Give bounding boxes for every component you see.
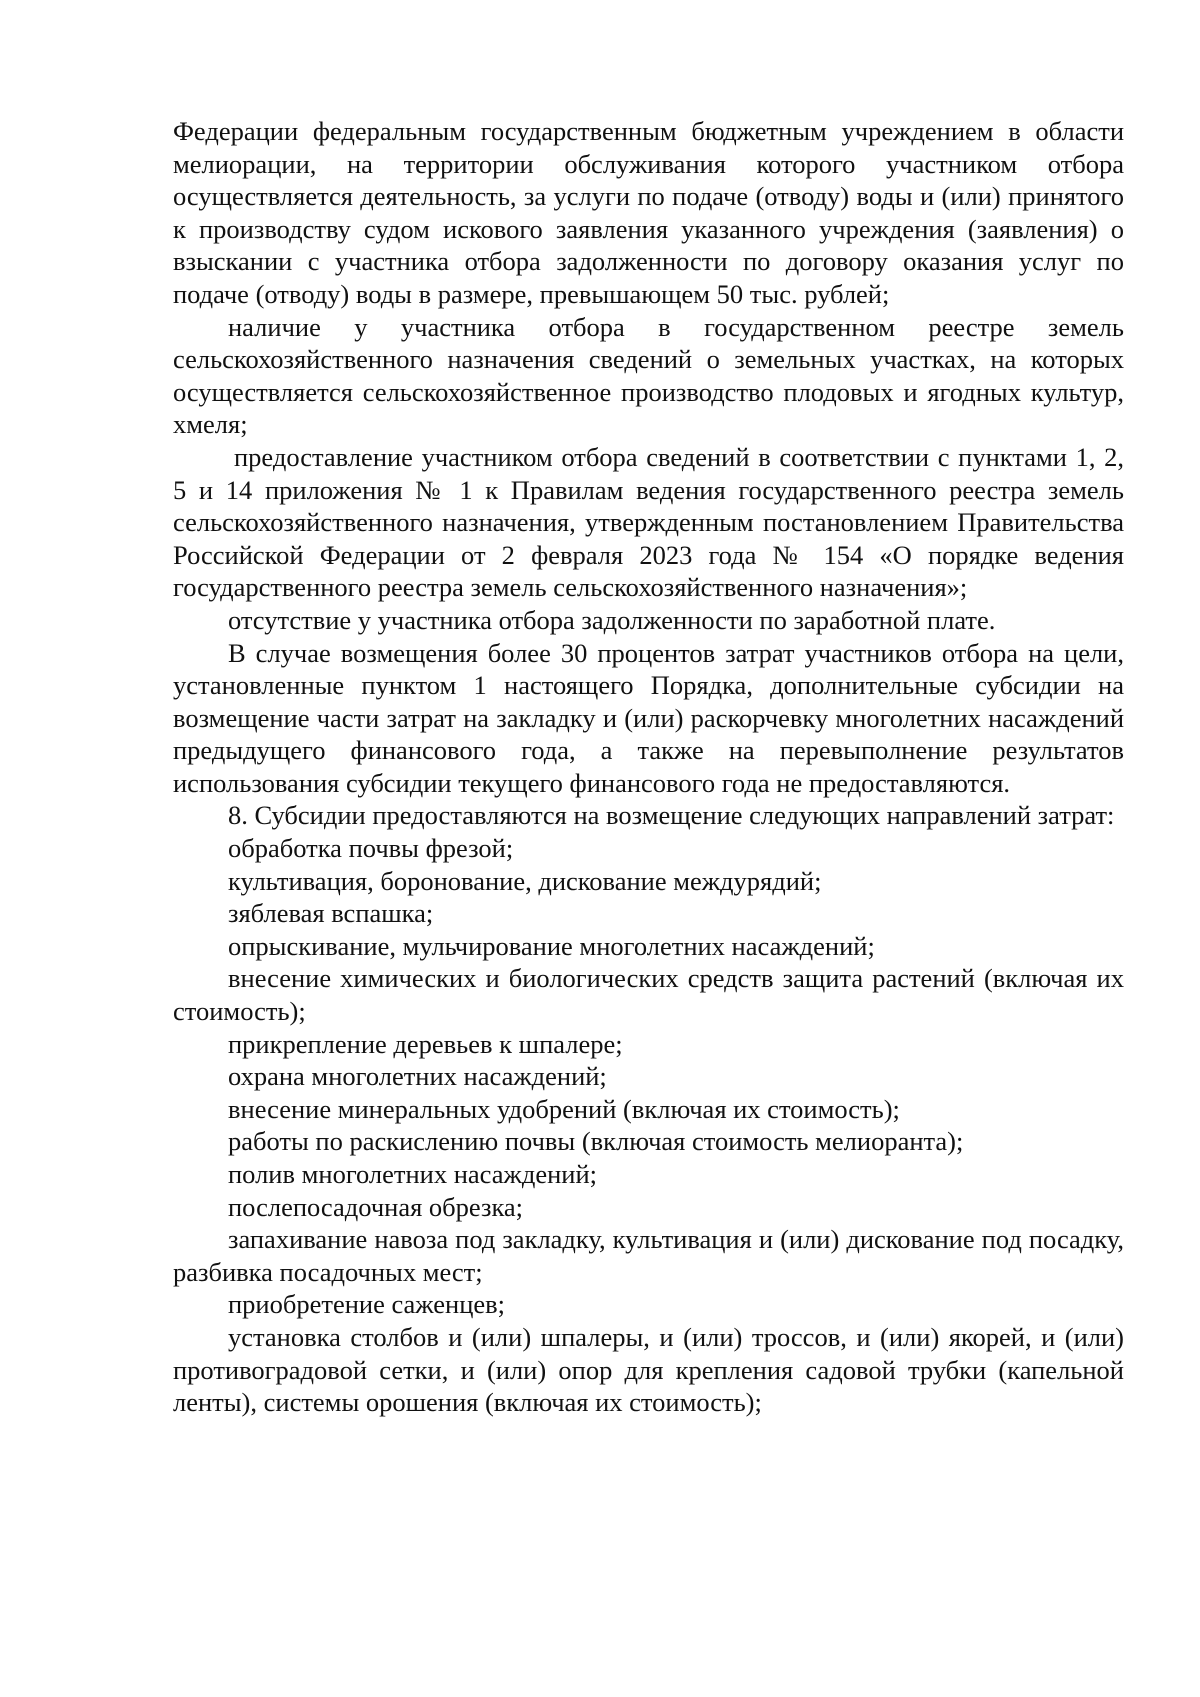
paragraph-federation-debt: Федерации федеральным государственным бюджетным учреждением в области мелиорации, на территории обслуживания которого участником отбора осуществляется деятельность, за услуги по подаче (отводу) воды и (или) принятого к производству судом искового заявления указанного учреждения (заявления) о взыскании с участника отбора задолженности по договору оказания услуг по подаче (отводу) воды в размере, превышающем 50 тыс. рублей; <box>173 116 1124 309</box>
list-item: культивация, боронование, дискование междурядий; <box>228 865 822 896</box>
paragraph-salary-debt: отсутствие у участника отбора задолженности по заработной плате. <box>228 604 996 635</box>
list-item: запахивание навоза под закладку, культивация и (или) дискование под посадку, разбивка посадочных мест; <box>173 1224 1124 1287</box>
list-item: внесение минеральных удобрений (включая их стоимость); <box>228 1093 900 1124</box>
list-item: зяблевая вспашка; <box>228 898 434 929</box>
list-item: приобретение саженцев; <box>228 1289 506 1320</box>
list-item: внесение химических и биологических средств защита растений (включая их стоимость); <box>173 963 1124 1027</box>
list-item: работы по раскислению почвы (включая стоимость мелиоранта); <box>228 1126 964 1157</box>
list-item: прикрепление деревьев к шпалере; <box>228 1028 623 1059</box>
list-item: обработка почвы фрезой; <box>228 833 514 864</box>
list-item: установка столбов и (или) шпалеры, и (или) троссов, и (или) якорей, и (или) противоградовой сетки, и (или) опор для крепления садовой трубки (капельной ленты), системы орошения (включая их стоимость); <box>173 1321 1124 1418</box>
paragraph-section-8: 8. Субсидии предоставляются на возмещение следующих направлений затрат: <box>228 800 1115 831</box>
list-item: опрыскивание, мульчирование многолетних насаждений; <box>228 930 875 961</box>
document-body <box>173 115 1124 1419</box>
list-item: охрана многолетних насаждений; <box>228 1061 607 1092</box>
paragraph-compensation-limit: В случае возмещения более 30 процентов затрат участников отбора на цели, установленные пунктом 1 настоящего Порядка, дополнительные субсидии на возмещение части затрат на закладку и (или) раскорчевку многолетних насаждений предыдущего финансового года, а также на перевыполнение результатов использования субсидии текущего финансового года не предоставляются. <box>173 637 1124 798</box>
list-item: послепосадочная обрезка; <box>228 1191 524 1222</box>
paragraph-land-registry: наличие у участника отбора в государственном реестре земель сельскохозяйственного назначения сведений о земельных участках, на которых осуществляется сельскохозяйственное производство плодовых и ягодных культур, хмеля; <box>173 311 1124 440</box>
list-item: полив многолетних насаждений; <box>228 1159 597 1189</box>
paragraph-information-submission: предоставление участником отбора сведений в соответствии с пунктами 1, 2, 5 и 14 приложения № 1 к Правилам ведения государственного реестра земель сельскохозяйственного назначения, утвержденным постановлением Правительства Российской Федерации от 2 февраля 2023 года № 154 «О порядке ведения государственного реестра земель сельскохозяйственного назначения»; <box>173 441 1124 603</box>
